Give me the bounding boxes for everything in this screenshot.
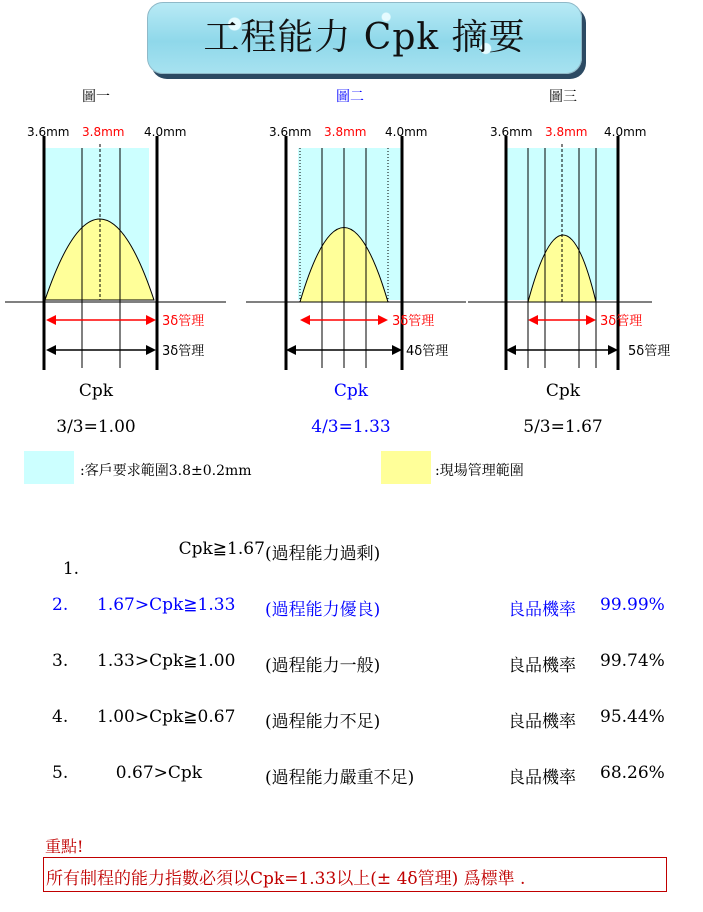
list-item-yield-label: 良品機率: [508, 768, 576, 788]
legend-field-text: :現場管理範圍: [435, 463, 524, 479]
list-item-desc: (過程能力優良): [265, 600, 381, 620]
red-arrow-label: 3δ管理: [162, 314, 205, 329]
list-item-desc: (過程能力一般): [265, 656, 381, 676]
spec-center-label: 3.8mm: [545, 125, 588, 139]
list-item-condition: Cpk≧1.67: [157, 539, 265, 559]
list-item-yield-value: 99.74%: [600, 651, 665, 671]
figure-3-cpk-value: 5/3=1.67: [523, 417, 603, 437]
list-item-condition: 1.33>Cpk≧1.00: [97, 651, 236, 671]
list-item: 3.: [52, 651, 69, 671]
figure-3-cpk-label: Cpk: [545, 381, 581, 401]
title-banner: [147, 2, 582, 74]
figure-2-cpk-value: 4/3=1.33: [311, 417, 391, 437]
black-arrow-label: 3δ管理: [162, 344, 205, 359]
spec-right-label: 4.0mm: [144, 125, 187, 139]
spec-center-label: 3.8mm: [324, 125, 367, 139]
black-arrow-label: 4δ管理: [406, 344, 449, 359]
list-item-yield-label: 良品機率: [508, 600, 576, 620]
list-item-condition: 1.00>Cpk≧0.67: [97, 707, 236, 727]
list-item-condition: 1.67>Cpk≧1.33: [97, 595, 236, 615]
list-item: 1.: [62, 559, 80, 579]
black-arrow-label: 5δ管理: [628, 344, 671, 359]
list-item: 2.: [52, 595, 69, 615]
list-item-desc: (過程能力過剩): [265, 544, 381, 564]
figure-2-cpk-label: Cpk: [333, 381, 369, 401]
note-title: 重點!: [45, 837, 84, 856]
spec-left-label: 3.6mm: [269, 125, 312, 139]
list-item-desc: (過程能力不足): [265, 712, 381, 732]
list-item-yield-value: 99.99%: [600, 595, 665, 615]
page-title: 工程能力 Cpk 摘要: [203, 17, 526, 58]
figure-2-diagram: [240, 118, 470, 380]
figure-1-label: 圖一: [82, 89, 110, 105]
list-item-yield-label: 良品機率: [508, 712, 576, 732]
figure-3-label: 圖三: [549, 89, 577, 105]
list-item: 5.: [52, 763, 69, 783]
spec-center-label: 3.8mm: [82, 125, 125, 139]
list-item-yield-label: 良品機率: [508, 656, 576, 676]
figure-3-diagram: [464, 118, 703, 380]
figure-2-label: 圖二: [336, 89, 364, 105]
red-arrow-label: 3δ管理: [392, 314, 435, 329]
figure-1-cpk-label: Cpk: [78, 381, 114, 401]
red-arrow-label: 3δ管理: [600, 314, 643, 329]
spec-left-label: 3.6mm: [27, 125, 70, 139]
legend-customer-swatch: [24, 451, 74, 484]
list-item-yield-value: 95.44%: [600, 707, 665, 727]
list-item-desc: (過程能力嚴重不足): [265, 768, 415, 788]
note-text: 所有制程的能力指數必須以Cpk=1.33以上(± 4δ管理) 爲標準 .: [46, 869, 526, 889]
legend-customer-text: :客戶要求範圍3.8±0.2mm: [80, 463, 252, 479]
list-item-yield-value: 68.26%: [600, 763, 665, 783]
list-item-condition: 0.67>Cpk: [105, 763, 219, 783]
list-item: 4.: [52, 707, 69, 727]
figure-1-diagram: [0, 118, 240, 380]
legend-field-swatch: [381, 451, 431, 484]
figure-1-cpk-value: 3/3=1.00: [56, 417, 136, 437]
spec-right-label: 4.0mm: [385, 125, 428, 139]
spec-right-label: 4.0mm: [604, 125, 647, 139]
spec-left-label: 3.6mm: [490, 125, 533, 139]
